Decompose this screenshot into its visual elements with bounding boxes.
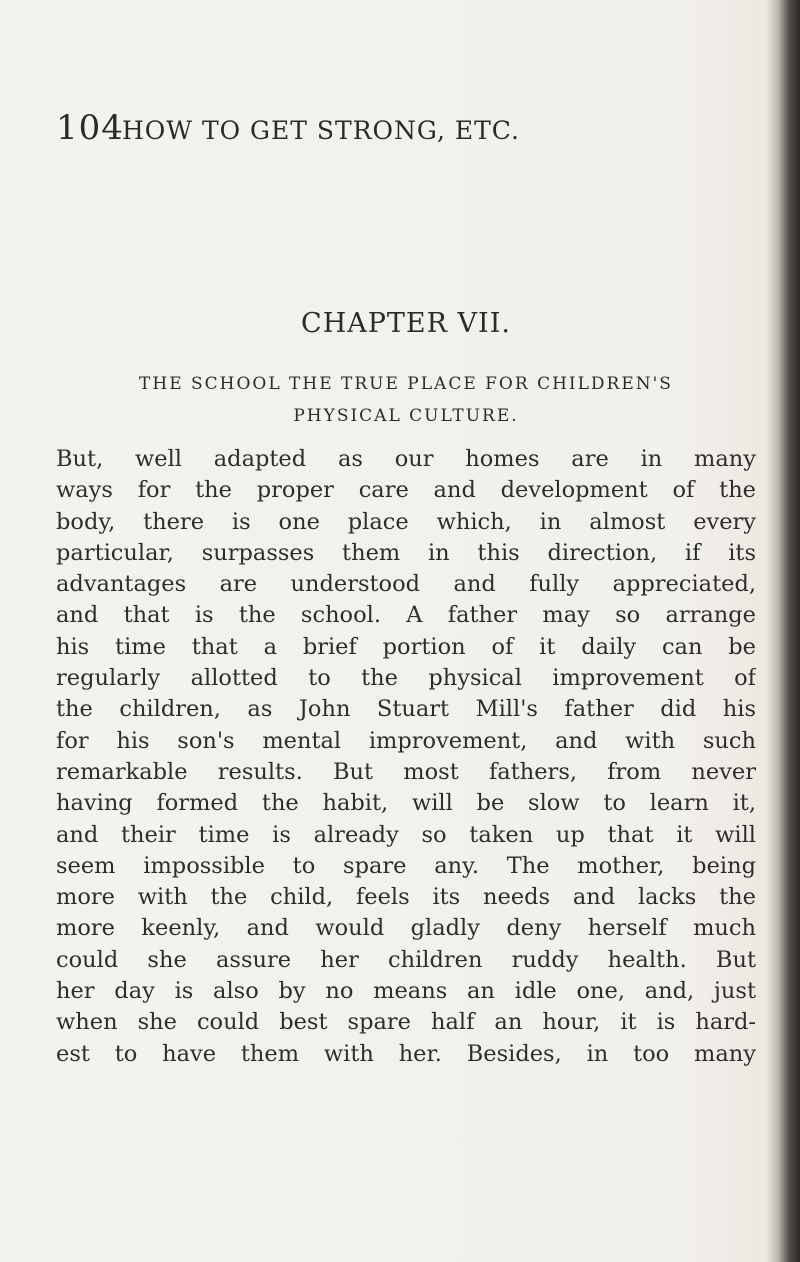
text-line: and that is the school. A father may so arrange (56, 602, 756, 629)
chapter-subtitle (56, 368, 756, 432)
chapter-heading: CHAPTER VII. (301, 308, 511, 339)
text-line: more with the child, feels its needs and lacks the (56, 884, 756, 911)
text-line: advantages are understood and fully appreciated, (56, 571, 756, 598)
chapter-subtitle-line: PHYSICAL CULTURE. (293, 406, 519, 426)
text-line: seem impossible to spare any. The mother, being (56, 852, 756, 879)
page-number: 104 (56, 108, 124, 148)
chapter-subtitle-line: THE SCHOOL THE TRUE PLACE FOR CHILDREN'S (139, 374, 673, 394)
text-line: and their time is already so taken up that it will (56, 821, 756, 848)
text-line: ways for the proper care and development of the (56, 477, 756, 504)
text-line: regularly allotted to the physical improvement of (56, 665, 756, 692)
running-title: HOW TO GET STRONG, ETC. (122, 116, 520, 145)
text-line: particular, surpasses them in this direction, if its (56, 539, 756, 566)
text-line: for his son's mental improvement, and with such (56, 727, 756, 754)
text-line: could she assure her children ruddy health. But (56, 946, 756, 973)
text-line: her day is also by no means an idle one, and, just (56, 978, 756, 1005)
page-binding-edge (766, 0, 800, 1262)
running-head (56, 108, 756, 148)
text-line: his time that a brief portion of it daily can be (56, 633, 756, 660)
text-line: body, there is one place which, in almost every (56, 508, 756, 535)
text-line: est to have them with her. Besides, in too many (56, 1040, 756, 1067)
text-line: remarkable results. But most fathers, from never (56, 758, 756, 785)
text-line: when she could best spare half an hour, it is hard- (56, 1009, 756, 1036)
text-line: But, well adapted as our homes are in many (56, 446, 756, 472)
text-line: the children, as John Stuart Mill's father did his (56, 696, 756, 723)
text-line: having formed the habit, will be slow to learn it, (56, 790, 756, 817)
body-paragraph (56, 444, 756, 1070)
text-line: more keenly, and would gladly deny herself much (56, 915, 756, 942)
